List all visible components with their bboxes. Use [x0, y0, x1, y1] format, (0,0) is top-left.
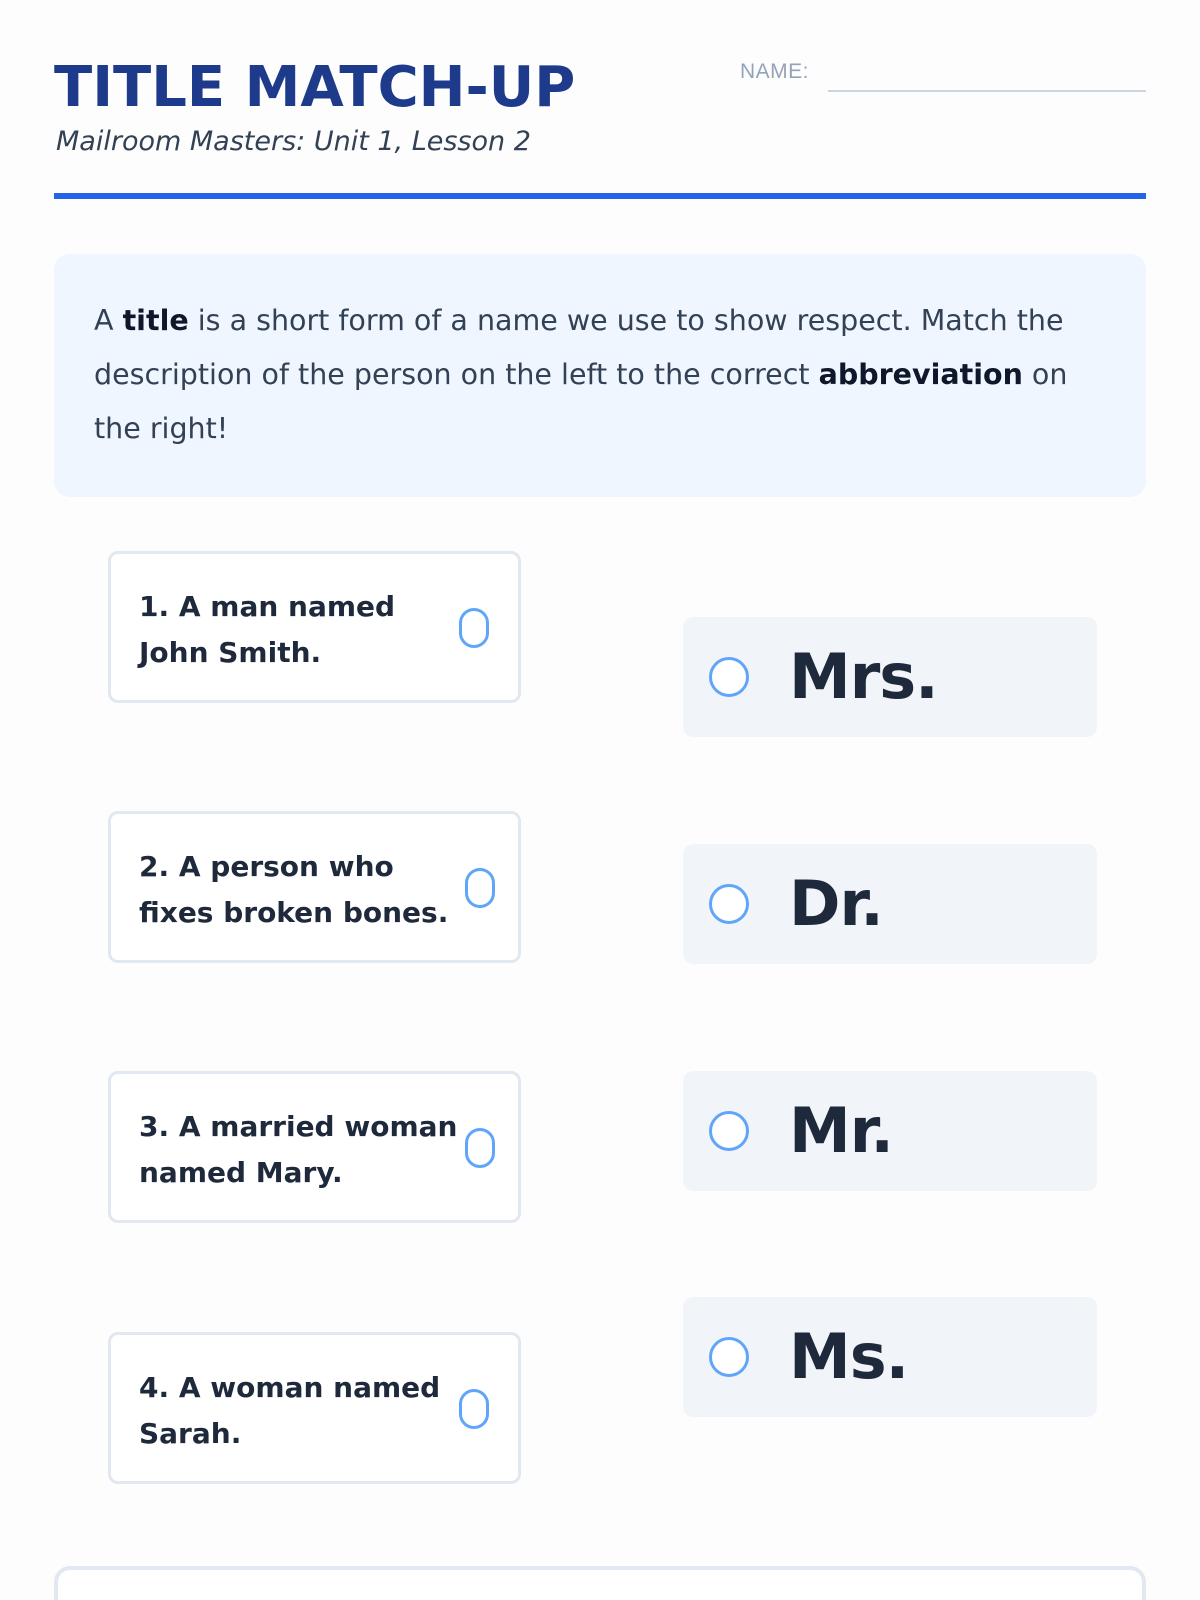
- match-dot-icon[interactable]: [465, 868, 495, 908]
- prompt-card-3: [108, 1071, 521, 1223]
- prompt-text: 3. A married woman named Mary.: [139, 1110, 458, 1189]
- header-divider: [54, 193, 1146, 199]
- instructions-text: A title is a short form of a name we use to show respect. Match the description of the person on the left to the correct abbreviation on the right!: [94, 304, 1068, 445]
- prompt-text: 2. A person who fixes broken bones.: [139, 850, 449, 929]
- answer-text: Mrs.: [789, 640, 938, 713]
- prompt-card-4: [108, 1332, 521, 1484]
- instructions-box: [54, 254, 1146, 497]
- bottom-panel: [54, 1566, 1146, 1600]
- prompt-card-1: [108, 551, 521, 703]
- prompt-card-2: [108, 811, 521, 963]
- page-subtitle: Mailroom Masters: Unit 1, Lesson 2: [56, 126, 531, 157]
- answer-card-3: [683, 1071, 1097, 1191]
- page-title: TITLE MATCH-UP: [54, 55, 576, 120]
- answer-text: Dr.: [789, 867, 883, 940]
- answer-text: Mr.: [789, 1094, 893, 1167]
- answer-card-4: [683, 1297, 1097, 1417]
- match-dot-icon[interactable]: [709, 1337, 749, 1377]
- name-entry-line[interactable]: [828, 90, 1146, 92]
- term-title: title: [122, 304, 189, 337]
- match-dot-icon[interactable]: [709, 884, 749, 924]
- name-label: NAME:: [740, 60, 810, 83]
- prompt-text: 1. A man named John Smith.: [139, 590, 396, 669]
- answer-card-2: [683, 844, 1097, 964]
- match-dot-icon[interactable]: [709, 1111, 749, 1151]
- match-dot-icon[interactable]: [459, 1389, 489, 1429]
- match-dot-icon[interactable]: [465, 1128, 495, 1168]
- answer-card-1: [683, 617, 1097, 737]
- prompt-text: 4. A woman named Sarah.: [139, 1371, 441, 1450]
- term-abbreviation: abbreviation: [818, 358, 1023, 391]
- answer-text: Ms.: [789, 1320, 909, 1393]
- match-dot-icon[interactable]: [459, 608, 489, 648]
- match-dot-icon[interactable]: [709, 657, 749, 697]
